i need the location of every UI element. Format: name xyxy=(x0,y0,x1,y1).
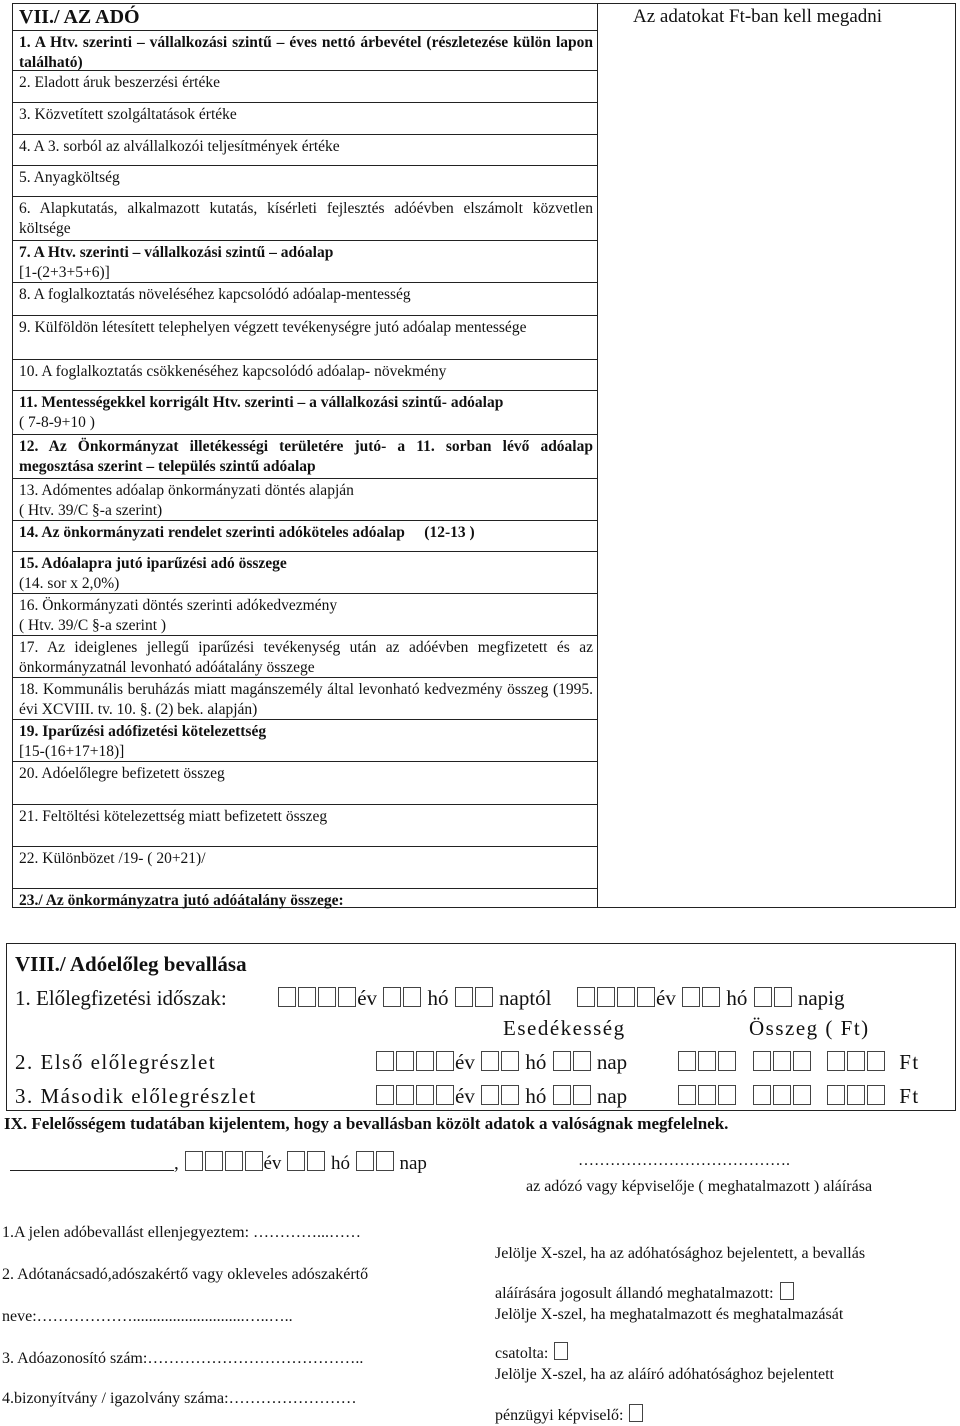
year-label: év xyxy=(455,1084,475,1108)
year-box[interactable] xyxy=(278,987,296,1007)
currency-label: Ft xyxy=(899,1084,920,1108)
declaration: IX. Felelősségem tudatában kijelentem, hogy a bevallásban közölt adatok a valóságnak megfelelnek. xyxy=(4,1114,729,1133)
table-row xyxy=(13,165,597,196)
month-box[interactable] xyxy=(501,1085,519,1105)
day-box[interactable] xyxy=(774,987,792,1007)
month-box[interactable] xyxy=(702,987,720,1007)
row-label: 2. Eladott áruk beszerzési értéke xyxy=(19,74,220,91)
year-box[interactable] xyxy=(577,987,595,1007)
advance-payment-box xyxy=(6,943,956,1111)
first-installment-label: 2. Első előlegrészlet xyxy=(15,1050,217,1074)
row-label: 16. Önkormányzati döntés szerinti adókedvezmény xyxy=(19,597,338,614)
table-row xyxy=(13,434,597,478)
amount-header: Összeg ( Ft) xyxy=(749,1016,870,1040)
row-label: 11. Mentességekkel korrigált Htv. szerinti – a vállalkozási szintű- adóalap xyxy=(19,394,504,411)
year-box[interactable] xyxy=(185,1151,203,1171)
amount-box[interactable] xyxy=(827,1085,845,1105)
row-label: 1. A Htv. szerinti – vállalkozási szintű – éves nettó árbevétel (részletezése külön lapon található) xyxy=(19,34,593,71)
row-label: 3. Közvetített szolgáltatások értéke xyxy=(19,106,237,123)
authorized-rep-row xyxy=(495,1282,794,1303)
fiscal-rep-checkbox[interactable] xyxy=(629,1404,643,1422)
month-label: hó xyxy=(726,986,748,1010)
month-box[interactable] xyxy=(403,987,421,1007)
section-title: VII./ AZ ADÓ xyxy=(19,6,140,28)
signature-date-row: , év hó nap xyxy=(10,1151,427,1175)
year-label: év xyxy=(656,986,676,1010)
amount-box[interactable] xyxy=(773,1051,791,1071)
row-formula: [15-(16+17+18)] xyxy=(19,743,125,760)
table-row xyxy=(13,804,597,846)
section-title: VIII./ Adóelőleg bevallása xyxy=(15,952,247,976)
to-label: napig xyxy=(797,986,845,1010)
row-label: 8. A foglalkoztatás növeléséhez kapcsolódó adóalap-mentesség xyxy=(19,286,411,303)
period-label: 1. Előlegfizetési időszak: xyxy=(15,986,227,1010)
due-date-header: Esedékesség xyxy=(503,1016,626,1040)
amount-box[interactable] xyxy=(847,1051,865,1071)
year-box[interactable] xyxy=(298,987,316,1007)
period-row xyxy=(15,986,845,1011)
first-installment-date xyxy=(375,1050,627,1075)
signature-line[interactable]: …………………………………. xyxy=(578,1152,790,1169)
month-label: hó xyxy=(330,1153,350,1174)
amount-box[interactable] xyxy=(678,1085,696,1105)
row-label: 6. Alapkutatás, alkalmazott kutatás, kísérleti fejlesztés adóévben elszámolt közvetlen költsége xyxy=(19,200,593,237)
table-row xyxy=(13,315,597,359)
year-box[interactable] xyxy=(338,987,356,1007)
advisor-label: 2. Adótanácsadó,adószakértő vagy okleveles adószakértő xyxy=(2,1266,369,1283)
table-row xyxy=(13,359,597,389)
amount-box[interactable] xyxy=(718,1085,736,1105)
row-formula: ( Htv. 39/C §-a szerint ) xyxy=(19,617,167,634)
countersign-line: 1.A jelen adóbevallást ellenjegyeztem: …………...…… xyxy=(2,1224,362,1241)
fiscal-rep-row xyxy=(495,1404,643,1425)
year-box[interactable] xyxy=(376,1051,394,1071)
day-label: nap xyxy=(399,1153,427,1174)
month-label: hó xyxy=(427,986,449,1010)
month-label: hó xyxy=(525,1084,547,1108)
year-box[interactable] xyxy=(637,987,655,1007)
month-label: hó xyxy=(525,1050,547,1074)
amount-box[interactable] xyxy=(793,1051,811,1071)
year-label: év xyxy=(455,1050,475,1074)
day-box[interactable] xyxy=(455,987,473,1007)
table-row xyxy=(13,677,597,719)
table-row xyxy=(13,240,597,282)
row-label: 10. A foglalkoztatás csökkenéséhez kapcsolódó adóalap- növekmény xyxy=(19,363,447,380)
day-box[interactable] xyxy=(553,1051,571,1071)
row-label: 22. Különbözet /19- ( 20+21)/ xyxy=(19,850,206,867)
row-label: 23./ Az önkormányzatra jutó adóátalány összege: xyxy=(19,892,344,909)
currency-label: Ft xyxy=(899,1050,920,1074)
tax-table xyxy=(12,3,956,908)
day-label: nap xyxy=(596,1050,628,1074)
day-label: nap xyxy=(596,1084,628,1108)
month-box[interactable] xyxy=(501,1051,519,1071)
year-box[interactable] xyxy=(416,1051,434,1071)
table-row xyxy=(13,30,597,74)
second-installment-label: 3. Második előlegrészlet xyxy=(15,1084,257,1108)
second-installment-amount xyxy=(677,1084,920,1109)
year-box[interactable] xyxy=(617,987,635,1007)
year-box[interactable] xyxy=(225,1151,243,1171)
proxy-text: Jelölje X-szel, ha meghatalmazott és meghatalmazását xyxy=(495,1306,844,1323)
table-row xyxy=(13,846,597,888)
table-row xyxy=(13,761,597,804)
authorized-rep-checkbox[interactable] xyxy=(780,1282,794,1300)
column-divider xyxy=(597,4,598,907)
year-box[interactable] xyxy=(318,987,336,1007)
certificate-number-line: 4.bizonyítvány / igazolvány száma:…………………… xyxy=(2,1390,357,1407)
table-row xyxy=(13,635,597,677)
row-label: 17. Az ideiglenes jellegű iparűzési tevékenység után az adóévben megfizetett és az önkormányzatnál levonható adóátalány összege xyxy=(19,639,593,676)
table-row xyxy=(13,70,597,102)
table-row xyxy=(13,593,597,635)
day-box[interactable] xyxy=(553,1085,571,1105)
day-box[interactable] xyxy=(475,987,493,1007)
table-row xyxy=(13,102,597,134)
advisor-name-line: neve:………………............................…..….. xyxy=(2,1308,293,1325)
second-installment-row xyxy=(15,1084,257,1109)
month-box[interactable] xyxy=(481,1051,499,1071)
from-label: naptól xyxy=(499,986,552,1010)
year-box[interactable] xyxy=(376,1085,394,1105)
second-installment-date xyxy=(375,1084,627,1109)
month-box[interactable] xyxy=(383,987,401,1007)
year-label: év xyxy=(357,986,378,1010)
day-box[interactable] xyxy=(573,1051,591,1071)
table-row xyxy=(13,888,597,908)
fiscal-rep-text: Jelölje X-szel, ha az aláíró adóhatósághoz bejelentett xyxy=(495,1366,834,1383)
table-row xyxy=(13,134,597,165)
first-installment-amount xyxy=(677,1050,920,1075)
proxy-row xyxy=(495,1342,568,1363)
table-row xyxy=(13,390,597,434)
table-row xyxy=(13,719,597,761)
year-label: év xyxy=(263,1153,282,1174)
amount-box[interactable] xyxy=(867,1051,885,1071)
amount-box[interactable] xyxy=(753,1085,771,1105)
year-box[interactable] xyxy=(436,1085,454,1105)
day-box[interactable] xyxy=(376,1151,394,1171)
year-box[interactable] xyxy=(436,1051,454,1071)
row-label: 19. Iparűzési adófizetési kötelezettség xyxy=(19,723,267,740)
row-formula: ( Htv. 39/C §-a szerint) xyxy=(19,502,163,519)
row-label: 9. Külföldön létesített telephelyen végzett tevékenységre jutó adóalap mentessége xyxy=(19,319,527,336)
row-label: 15. Adóalapra jutó iparűzési adó összege xyxy=(19,555,287,572)
year-box[interactable] xyxy=(396,1085,414,1105)
first-installment-row xyxy=(15,1050,216,1075)
row-label: 13. Adómentes adóalap önkormányzati döntés alapján xyxy=(19,482,354,499)
amount-box[interactable] xyxy=(753,1051,771,1071)
day-box[interactable] xyxy=(573,1085,591,1105)
day-box[interactable] xyxy=(356,1151,374,1171)
row-formula: (14. sor x 2,0%) xyxy=(19,575,120,592)
table-row xyxy=(13,282,597,312)
place-line[interactable] xyxy=(10,1152,174,1171)
year-box[interactable] xyxy=(416,1085,434,1105)
row-label: 4. A 3. sorból az alvállalkozói teljesítmények értéke xyxy=(19,138,340,155)
proxy-checkbox[interactable] xyxy=(554,1342,568,1360)
year-box[interactable] xyxy=(205,1151,223,1171)
authorized-rep-text: Jelölje X-szel, ha az adóhatósághoz bejelentett, a bevallás xyxy=(495,1245,866,1262)
table-row xyxy=(13,551,597,593)
table-row xyxy=(13,196,597,240)
amount-box[interactable] xyxy=(698,1085,716,1105)
row-label: 5. Anyagköltség xyxy=(19,169,120,186)
row-label: 21. Feltöltési kötelezettség miatt befizetett összeg xyxy=(19,808,328,825)
row-label: 18. Kommunális beruházás miatt magánszemély által levonható kedvezmény összeg (1995. évi XCVIII. tv. 10. §. (2) bek. alapján) xyxy=(19,681,593,718)
currency-note: Az adatokat Ft-ban kell megadni xyxy=(633,6,883,27)
proxy-label: csatolta: xyxy=(495,1345,549,1362)
amount-box[interactable] xyxy=(773,1085,791,1105)
authorized-rep-label: aláírására jogosult állandó meghatalmazott: xyxy=(495,1285,774,1302)
month-box[interactable] xyxy=(481,1085,499,1105)
row-formula: ( 7-8-9+10 ) xyxy=(19,414,95,431)
amount-box[interactable] xyxy=(698,1051,716,1071)
signature-caption: az adózó vagy képviselője ( meghatalmazott ) aláírása xyxy=(526,1178,873,1195)
table-row xyxy=(13,478,597,520)
row-label: 20. Adóelőlegre befizetett összeg xyxy=(19,765,225,782)
day-box[interactable] xyxy=(754,987,772,1007)
amount-box[interactable] xyxy=(847,1085,865,1105)
year-box[interactable] xyxy=(597,987,615,1007)
month-box[interactable] xyxy=(682,987,700,1007)
row-label: 14. Az önkormányzati rendelet szerinti adóköteles adóalap (12-13 ) xyxy=(19,524,475,541)
row-label: 7. A Htv. szerinti – vállalkozási szintű – adóalap xyxy=(19,244,334,261)
row-formula: [1-(2+3+5+6)] xyxy=(19,264,110,281)
tax-id-line: 3. Adóazonosító szám:………………………………….. xyxy=(2,1350,364,1367)
amount-box[interactable] xyxy=(678,1051,696,1071)
year-box[interactable] xyxy=(396,1051,414,1071)
fiscal-rep-label: pénzügyi képviselő: xyxy=(495,1407,624,1424)
row-label: 12. Az Önkormányzat illetékességi területére jutó- a 11. sorban lévő adóalap megosztása szerint – település szintű adóalap xyxy=(19,438,593,475)
amount-box[interactable] xyxy=(718,1051,736,1071)
table-row xyxy=(13,520,597,550)
year-box[interactable] xyxy=(245,1151,263,1171)
amount-box[interactable] xyxy=(827,1051,845,1071)
amount-box[interactable] xyxy=(867,1085,885,1105)
month-box[interactable] xyxy=(307,1151,325,1171)
month-box[interactable] xyxy=(287,1151,305,1171)
amount-box[interactable] xyxy=(793,1085,811,1105)
